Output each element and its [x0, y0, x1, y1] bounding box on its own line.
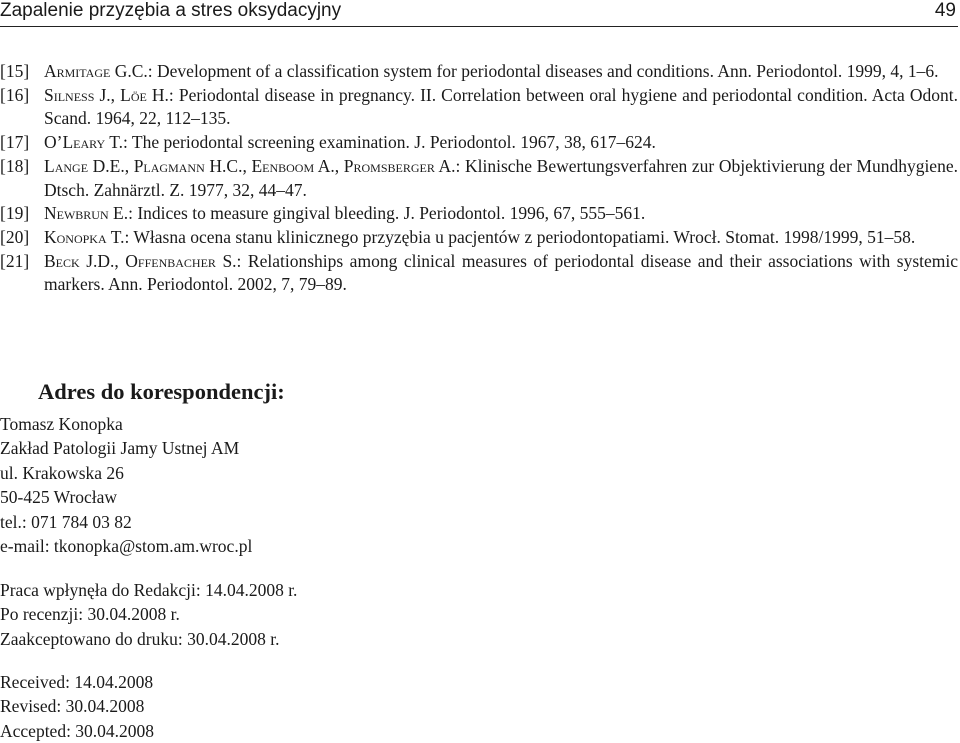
- reference-item: [0, 60, 958, 84]
- page-number: 49: [934, 0, 956, 21]
- author-surname: Löe: [120, 84, 147, 105]
- reference-text: Beck J.D., Offenbacher S.: Relationships among clinical measures of periodontal disease and their associations with systemic markers. Ann. Periodontol. 2002, 7, 79–89.: [44, 250, 959, 295]
- reference-number: [18]: [0, 155, 30, 176]
- address-line: ul. Krakowska 26: [0, 462, 124, 483]
- submission-dates-english: [0, 670, 154, 743]
- reference-text: Silness J., Löe H.: Periodontal disease in pregnancy. II. Correlation between oral hygiene and periodontal condition. Acta Odont. Scand. 1964, 22, 112–135.: [44, 84, 959, 129]
- reference-number: [17]: [0, 132, 30, 153]
- reference-text: Lange D.E., Plagmann H.C., Eenboom A., Promsberger A.: Klinische Bewertungsverfahren zur Objektivierung der Mundhygiene. Dtsch. Zahnärztl. Z. 1977, 32, 44–47.: [44, 155, 958, 200]
- author-surname: Plagmann: [133, 155, 205, 176]
- address-line: Zakład Patologii Jamy Ustnej AM: [0, 438, 240, 459]
- author-surname: Eenboom: [251, 155, 315, 176]
- address-line: tel.: 071 784 03 82: [0, 511, 132, 532]
- date-line: Praca wpłynęła do Redakcji: 14.04.2008 r.: [0, 580, 298, 600]
- date-line: Zaakceptowano do druku: 30.04.2008 r.: [0, 628, 280, 649]
- date-line: Revised: 30.04.2008: [0, 696, 145, 717]
- reference-text: Armitage G.C.: Development of a classification system for periodontal diseases and conditions. Ann. Periodontol. 1999, 4, 1–6.: [44, 61, 939, 81]
- reference-number: [21]: [0, 250, 30, 271]
- reference-number: [15]: [0, 61, 30, 81]
- reference-text: Newbrun E.: Indices to measure gingival bleeding. J. Periodontol. 1996, 67, 555–561.: [44, 203, 646, 224]
- reference-item: [0, 226, 958, 250]
- author-surname: Offenbacher: [125, 250, 216, 271]
- address-line: e-mail: tkonopka@stom.am.wroc.pl: [0, 536, 253, 557]
- author-surname: Promsberger: [343, 155, 435, 176]
- reference-item: [0, 131, 958, 155]
- reference-text: Konopka T.: Własna ocena stanu klinicznego przyzębia u pacjentów z periodontopatiami. Wrocł. Stomat. 1998/1999, 51–58.: [44, 226, 916, 247]
- reference-item: [0, 84, 958, 131]
- reference-number: [20]: [0, 226, 30, 247]
- address-line: 50-425 Wrocław: [0, 487, 118, 508]
- author-surname: Newbrun: [44, 203, 109, 224]
- author-surname: Lange: [44, 155, 89, 176]
- correspondence-heading: Adres do korespondencji:: [38, 379, 285, 404]
- author-surname: Silness: [44, 84, 95, 105]
- reference-text: O’Leary T.: The periodontal screening examination. J. Periodontol. 1967, 38, 617–624.: [44, 132, 656, 153]
- date-line: Po recenzji: 30.04.2008 r.: [0, 604, 180, 625]
- reference-item: [0, 250, 958, 297]
- author-surname: Konopka: [44, 226, 107, 247]
- correspondence-address: [0, 412, 252, 558]
- author-surname: Armitage: [44, 61, 111, 81]
- reference-number: [19]: [0, 203, 30, 224]
- running-title: Zapalenie przyzębia a stres oksydacyjny: [0, 0, 342, 21]
- submission-dates-polish: [0, 578, 297, 651]
- date-line: Received: 14.04.2008: [0, 672, 154, 692]
- date-line: Accepted: 30.04.2008: [0, 720, 155, 741]
- author-surname: O’Leary: [44, 132, 106, 153]
- author-surname: Beck: [44, 250, 80, 271]
- running-header: [0, 0, 958, 27]
- reference-list: [0, 60, 958, 297]
- reference-item: [0, 202, 958, 226]
- reference-number: [16]: [0, 84, 30, 105]
- address-line: Tomasz Konopka: [0, 414, 123, 434]
- reference-item: [0, 155, 958, 202]
